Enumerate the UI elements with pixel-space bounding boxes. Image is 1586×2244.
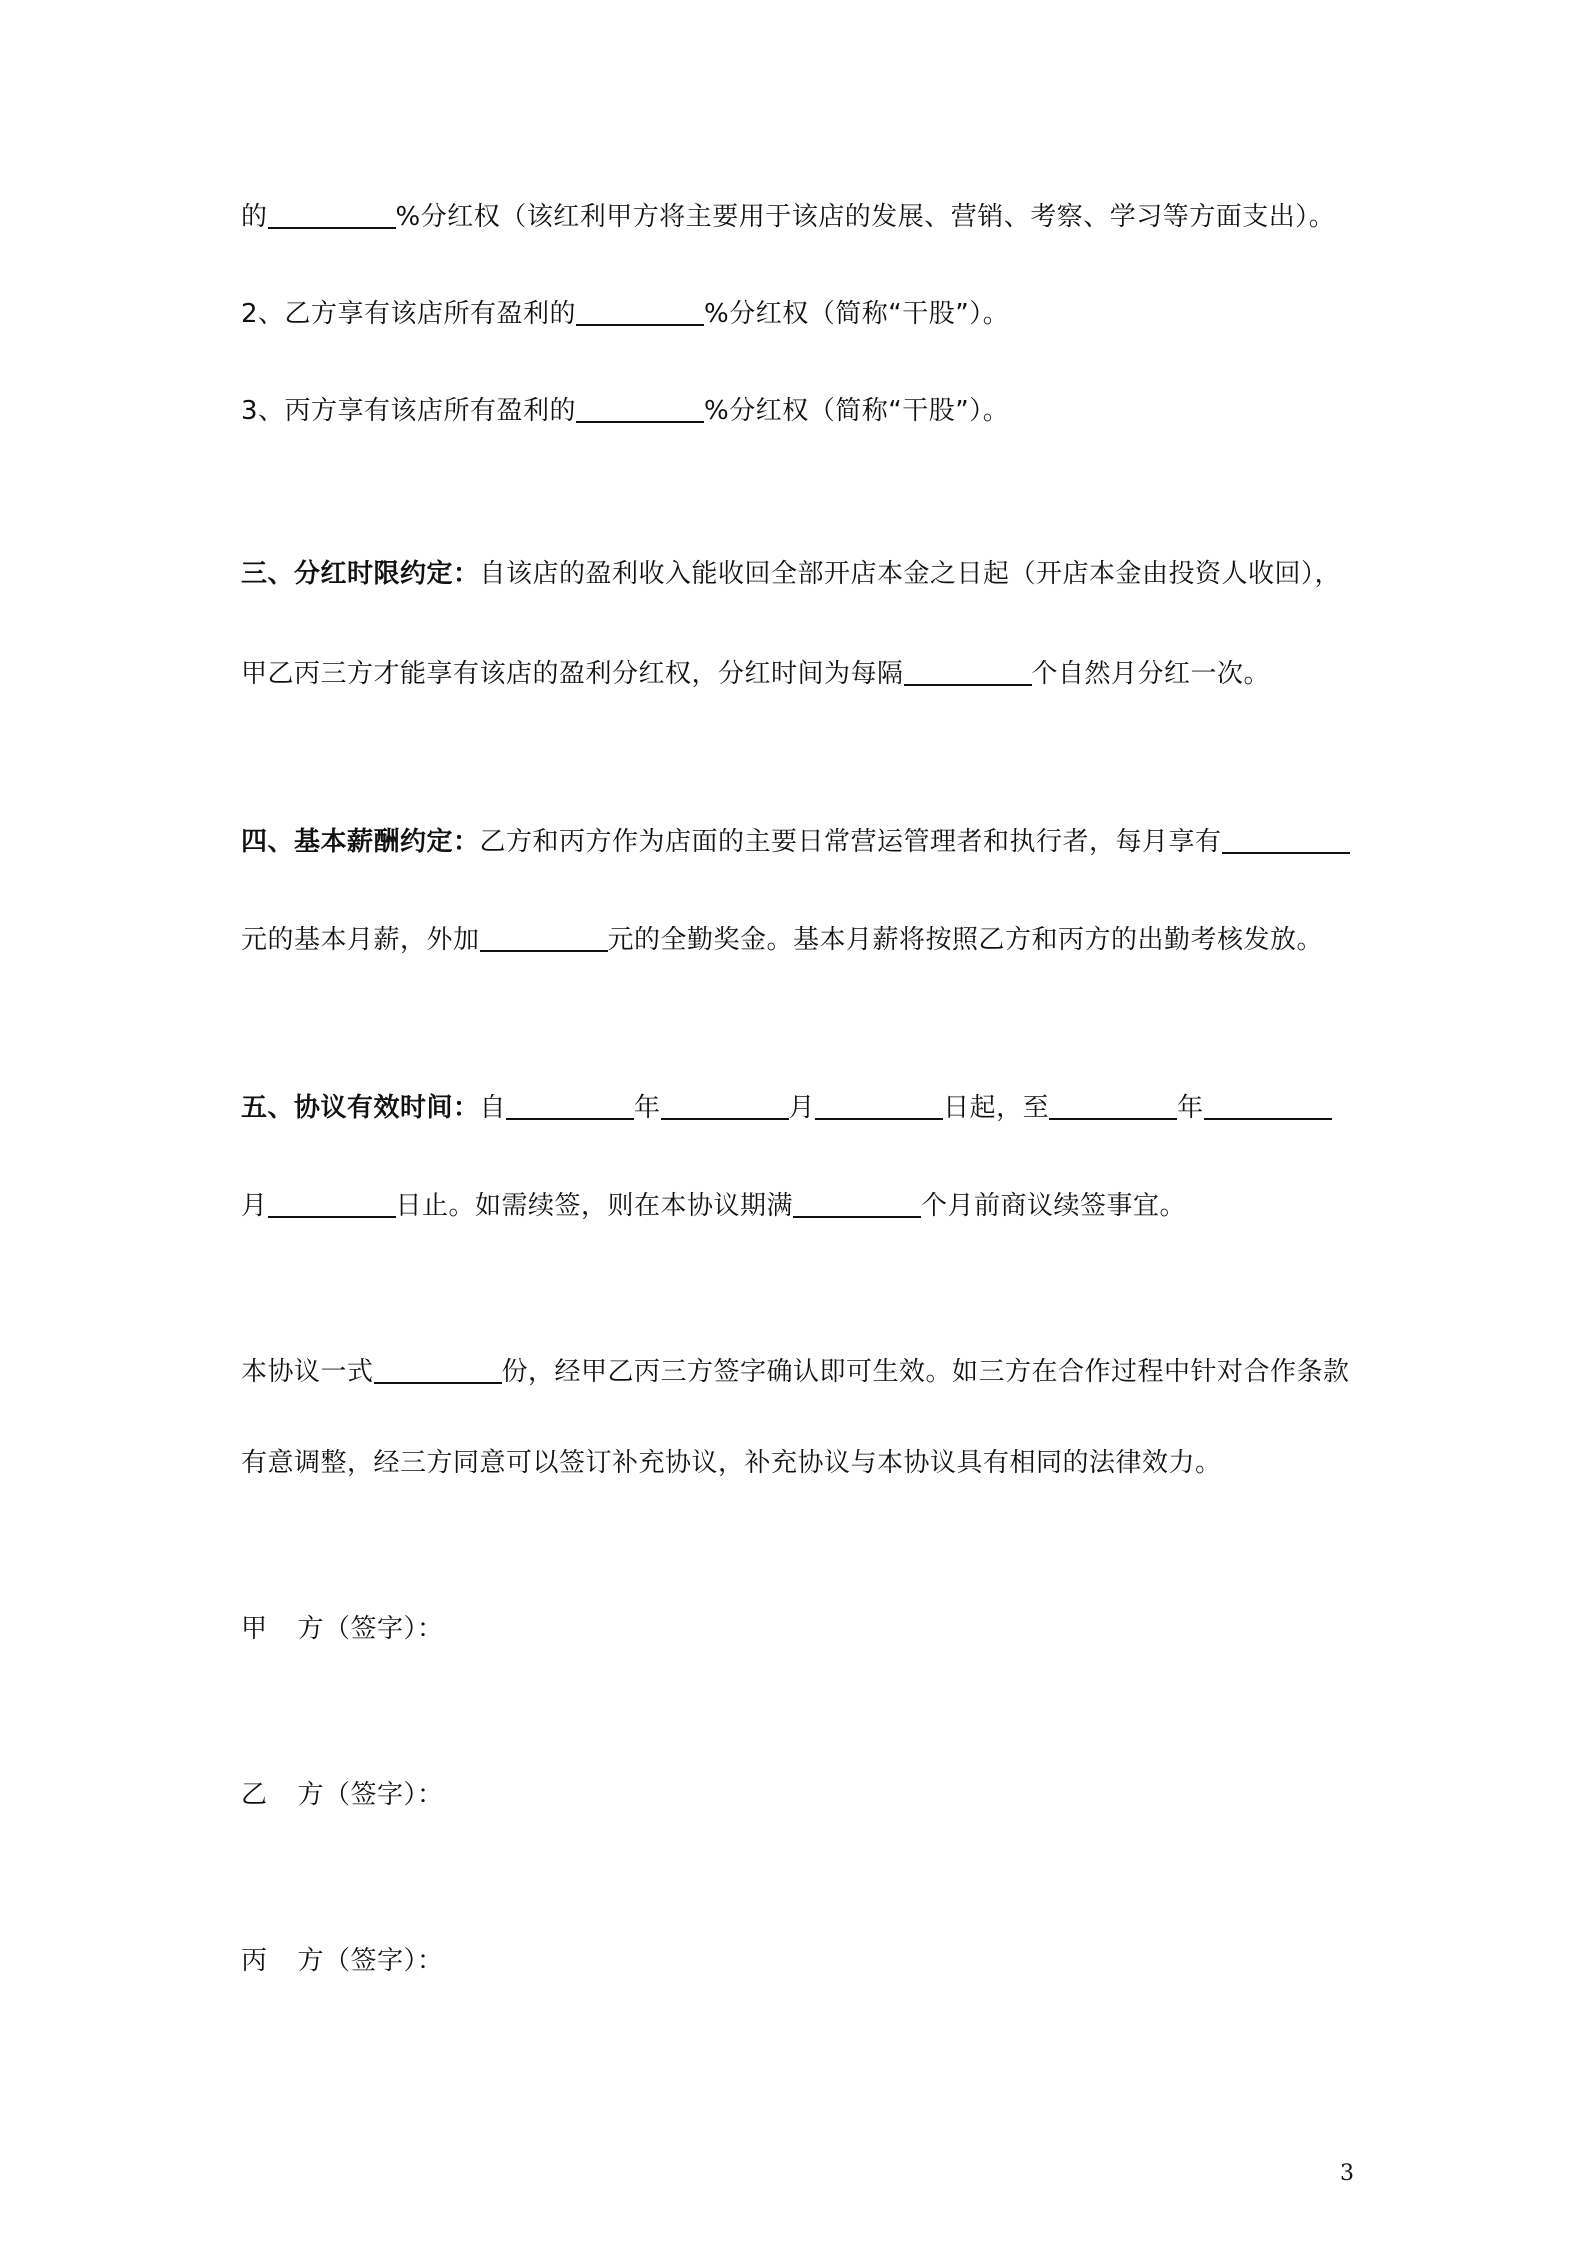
signature-label: 方（签字）： (297, 1614, 444, 1644)
fill-blank (793, 1190, 921, 1218)
text-segment: 自 (479, 1093, 507, 1123)
fill-blank (1204, 1092, 1332, 1120)
text-segment: 乙方和丙方作为店面的主要日常营运管理者和执行者，每月享有 (479, 827, 1222, 857)
text-segment: 甲乙丙三方才能享有该店的盈利分红权，分红时间为每隔 (241, 659, 904, 689)
text-segment: 的 (241, 202, 268, 232)
fill-blank (576, 298, 704, 326)
clause3-line2 (241, 657, 1270, 691)
text-segment: 份，经甲乙丙三方签字确认即可生效。如三方在合作过程中针对合作条款 (501, 1357, 1350, 1387)
clause5-line2 (241, 1189, 1186, 1223)
text-segment: %分红权（简称“干股”）。 (704, 299, 1010, 329)
text-segment: 自该店的盈利收入能收回全部开店本金之日起（开店本金由投资人收回）， (479, 559, 1342, 589)
fill-blank (506, 1092, 634, 1120)
clause2-line2 (241, 297, 1009, 331)
clause-heading: 五、协议有效时间： (241, 1093, 480, 1123)
text-segment: 月 (241, 1191, 268, 1221)
text-segment: 3、丙方享有该店所有盈利的 (241, 396, 577, 426)
text-segment: 2、乙方享有该店所有盈利的 (241, 299, 577, 329)
clause-heading: 四、基本薪酬约定： (241, 827, 480, 857)
text-segment: 个自然月分红一次。 (1031, 659, 1271, 689)
text-segment: %分红权（该红利甲方将主要用于该店的发展、营销、考察、学习等方面支出）。 (395, 202, 1336, 232)
text-segment: 本协议一式 (241, 1357, 374, 1387)
text-segment: 年 (1177, 1093, 1204, 1123)
clause4-line2 (241, 923, 1323, 957)
signature-party-a (241, 1612, 444, 1646)
signature-label: 方（签字）： (297, 1780, 444, 1810)
signature-party-c (241, 1944, 444, 1978)
text-segment: 元的全勤奖金。基本月薪将按照乙方和丙方的出勤考核发放。 (607, 925, 1324, 955)
closing-line2 (241, 1446, 1222, 1480)
clause-heading: 三、分红时限约定： (241, 559, 480, 589)
fill-blank (661, 1092, 789, 1120)
text-segment: 月 (788, 1093, 816, 1123)
text-segment: 个月前商议续签事宜。 (921, 1191, 1187, 1221)
fill-blank (576, 395, 704, 423)
clause4-line1 (241, 825, 1350, 859)
fill-blank (1222, 826, 1350, 854)
signature-label: 方（签字）： (297, 1946, 444, 1976)
closing-line1 (241, 1355, 1350, 1389)
party-name: 甲 (241, 1614, 268, 1644)
text-segment: %分红权（简称“干股”）。 (704, 396, 1010, 426)
page-number: 3 (1340, 2161, 1354, 2186)
party-name: 乙 (241, 1780, 268, 1810)
text-segment: 有意调整，经三方同意可以签订补充协议，补充协议与本协议具有相同的法律效力。 (241, 1448, 1222, 1478)
text-segment: 年 (634, 1093, 661, 1123)
fill-blank (268, 1190, 396, 1218)
signature-party-b (241, 1778, 444, 1812)
text-segment: 日止。如需续签，则在本协议期满 (395, 1191, 794, 1221)
fill-blank (268, 201, 396, 229)
fill-blank (374, 1356, 502, 1384)
clause2-line3 (241, 394, 1009, 428)
fill-blank (1049, 1092, 1177, 1120)
clause5-line1 (241, 1091, 1332, 1125)
fill-blank (815, 1092, 943, 1120)
party-name: 丙 (241, 1946, 268, 1976)
fill-blank (904, 658, 1032, 686)
text-segment: 元的基本月薪，外加 (241, 925, 480, 955)
text-segment: 日起，至 (943, 1093, 1050, 1123)
fill-blank (480, 924, 608, 952)
clause3-line1 (241, 557, 1341, 591)
clause2-line1 (241, 200, 1335, 234)
